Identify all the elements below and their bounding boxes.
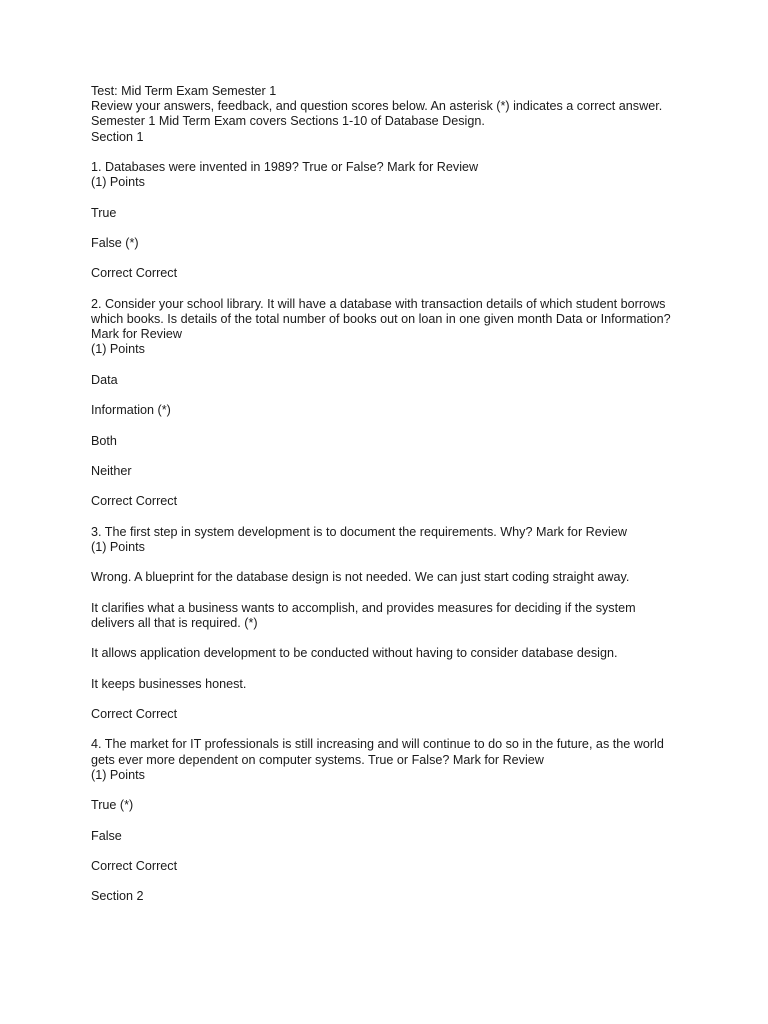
answer-option: It keeps businesses honest.: [91, 676, 247, 691]
answer-option: Wrong. A blueprint for the database design is not needed. We can just start coding straight away.: [91, 570, 630, 585]
exam-coverage: Semester 1 Mid Term Exam covers Sections 1-10 of Database Design.: [91, 114, 485, 129]
exam-instructions: Review your answers, feedback, and question scores below. An asterisk (*) indicates a correct answer.: [91, 99, 663, 114]
question-feedback: Correct Correct: [91, 859, 178, 874]
question-points: (1) Points: [91, 767, 145, 782]
answer-option: True (*): [91, 798, 134, 813]
question-prompt: 4. The market for IT professionals is still increasing and will continue to do so in the future, as the world gets ever more dependent on computer systems. True or False? Mark for Review: [91, 737, 664, 767]
question-feedback: Correct Correct: [91, 707, 178, 722]
answer-option: Information (*): [91, 403, 171, 418]
question-prompt: 1. Databases were invented in 1989? True or False? Mark for Review: [91, 160, 479, 174]
answer-option: It clarifies what a business wants to accomplish, and provides measures for deciding if the system delivers all that is required. (*): [91, 600, 636, 630]
question-points: (1) Points: [91, 342, 145, 357]
question-prompt: 2. Consider your school library. It will have a database with transaction details of which student borrows which books. Is details of the total number of books out on loan in one given month Data or Information? Mark for Review: [91, 296, 671, 342]
answer-option: False: [91, 828, 122, 843]
question-1: [91, 160, 671, 297]
question-feedback: Correct Correct: [91, 266, 178, 281]
exam-document: [91, 84, 671, 905]
answer-option: Both: [91, 433, 117, 448]
question-points: (1) Points: [91, 175, 145, 190]
answer-option: Neither: [91, 463, 132, 478]
answer-option: True: [91, 205, 117, 220]
question-points: (1) Points: [91, 539, 145, 554]
question-prompt: 3. The first step in system development is to document the requirements. Why? Mark for Review: [91, 524, 627, 539]
question-2: [91, 297, 671, 525]
exam-title: Test: Mid Term Exam Semester 1: [91, 84, 277, 98]
question-feedback: Correct Correct: [91, 494, 178, 509]
answer-option: False (*): [91, 235, 139, 250]
section-heading: Section 1: [91, 129, 144, 144]
question-4: [91, 737, 671, 889]
answer-option: It allows application development to be conducted without having to consider database design.: [91, 646, 618, 661]
next-section-heading: Section 2: [91, 889, 144, 904]
answer-option: Data: [91, 372, 118, 387]
question-3: [91, 525, 671, 738]
